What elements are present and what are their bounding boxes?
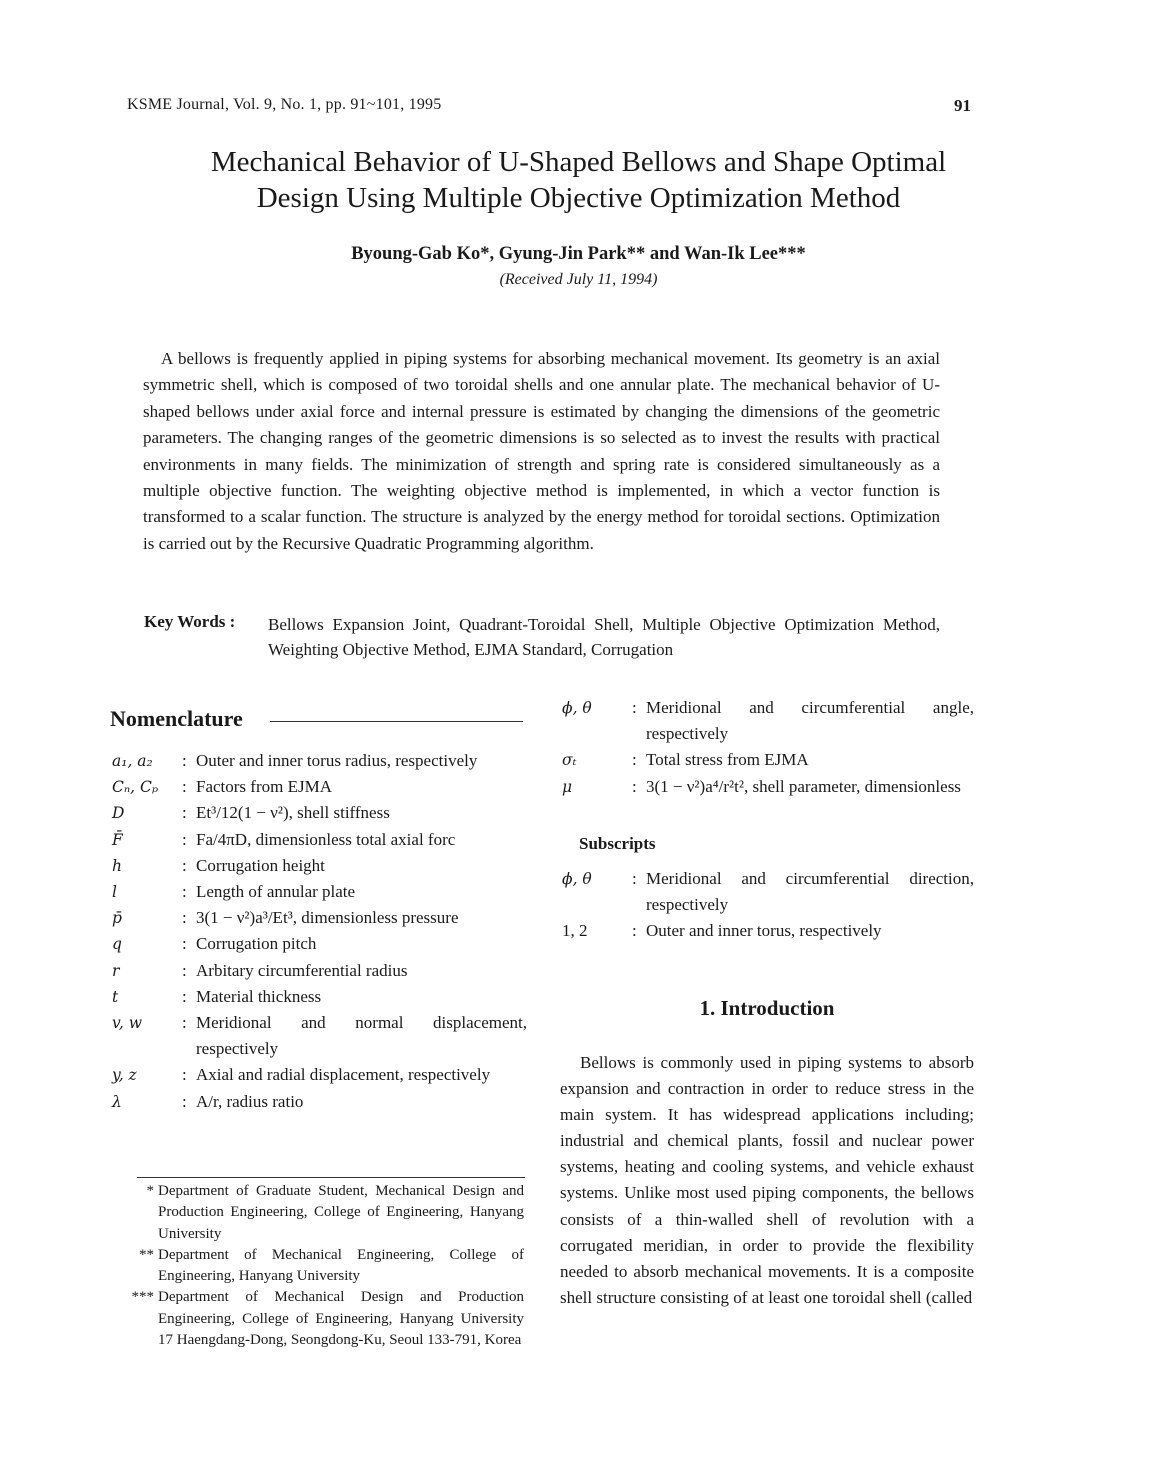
nomenclature-item: t : Material thickness	[112, 984, 527, 1010]
heading-rule	[270, 721, 523, 722]
definition: Outer and inner torus, respectively	[646, 921, 882, 941]
subscripts-list	[562, 866, 974, 945]
nomenclature-heading: Nomenclature	[110, 706, 243, 731]
definition: Fa/4πD, dimensionless total axial forc	[196, 829, 456, 849]
definition: Outer and inner torus radius, respectively	[196, 751, 478, 770]
definition: Total stress from EJMA	[646, 750, 809, 770]
nomenclature-item: μ : 3(1 − ν²)a⁴/r²t², shell parameter, dimensionless	[562, 774, 974, 800]
page-number: 91	[954, 96, 971, 115]
subscript-item: 1, 2 : Outer and inner torus, respectively	[562, 918, 974, 944]
subscript-item: ϕ, θ : Meridional and circumferential direction, respectively	[562, 866, 974, 918]
definition: Factors from EJMA	[196, 777, 332, 797]
definition: 3(1 − ν²)a³/Et³, dimensionless pressure	[196, 908, 459, 928]
symbol: v, w	[112, 1014, 143, 1033]
abstract: A bellows is frequently applied in piping systems for absorbing mechanical movement. Its geometry is an axial symmetric shell, which is composed of two toroidal shells and one annular plate. The mechanical behavior of U-shaped bellows under axial force and internal pressure is estimated by changing the dimensions of the geometric parameters. The changing ranges of the geometric dimensions is so selected as to invest the results with practical environments in many fields. The minimization of strength and spring rate is considered simultaneously as a multiple objective function. The weighting objective method is implemented, in which a vector function is transformed to a scalar function. The structure is analyzed by the energy method for toroidal sections. Optimization is carried out by the Recursive Quadratic Programming algorithm.	[143, 349, 940, 553]
definition: Length of annular plate	[196, 882, 356, 902]
definition: A/r, radius ratio	[196, 1091, 304, 1111]
symbol: a₁, a₂	[112, 752, 153, 770]
nomenclature-item: p̄ : 3(1 − ν²)a³/Et³, dimensionless pressure	[112, 905, 527, 931]
symbol: D	[112, 804, 125, 823]
footnote-rule	[137, 1177, 525, 1178]
nomenclature-item: σₜ : Total stress from EJMA	[562, 747, 974, 773]
keywords-text: Bellows Expansion Joint, Quadrant-Toroidal Shell, Multiple Objective Optimization Method, Weighting Objective Method, EJMA Standard, Corrugation	[268, 615, 940, 659]
definition: Axial and radial displacement, respectively	[196, 1065, 491, 1085]
definition: Meridional and circumferential angle, respectively	[646, 698, 974, 744]
keywords-label: Key Words :	[144, 612, 236, 631]
symbol: p̄	[112, 909, 122, 928]
symbol: r	[112, 961, 120, 980]
symbol: l	[112, 883, 117, 902]
definition: Material thickness	[196, 986, 322, 1006]
author-list: Byoung-Gab Ko*, Gyung-Jin Park** and Wan-Ik Lee***	[351, 244, 806, 264]
footnote-text: Department of Graduate Student, Mechanical Design and Production Engineering, College of Engineering, Hanyang University	[158, 1183, 524, 1242]
symbol: h	[112, 856, 122, 875]
running-header: KSME Journal, Vol. 9, No. 1, pp. 91~101, 1995	[127, 96, 442, 113]
definition: Et³/12(1 − ν²), shell stiffness	[196, 803, 390, 823]
definition: Arbitary circumferential radius	[196, 960, 408, 980]
title-line-2: Design Using Multiple Objective Optimization Method	[256, 182, 901, 214]
definition: 3(1 − ν²)a⁴/r²t², shell parameter, dimensionless	[646, 776, 961, 796]
symbol: F̄	[112, 830, 123, 849]
footnote-text: Department of Mechanical Design and Production Engineering, College of Engineering, Hanyang University 17 Haengdang-Dong, Seongdong-Ku, Seoul 133-791, Korea	[158, 1289, 524, 1349]
nomenclature-item: ϕ, θ : Meridional and circumferential angle, respectively	[562, 695, 974, 747]
symbol: t	[112, 987, 119, 1006]
affiliation-footnotes	[110, 1181, 524, 1351]
symbol: Cₙ, Cₚ	[112, 778, 159, 797]
nomenclature-item: a₁, a₂ : Outer and inner torus radius, respectively	[112, 748, 527, 774]
footnote-mark: *	[146, 1183, 154, 1199]
symbol: 1, 2	[562, 921, 588, 941]
footnote	[110, 1287, 524, 1351]
definition: Meridional and normal displacement, respectively	[196, 1013, 527, 1059]
symbol: q	[112, 935, 122, 954]
nomenclature-item: y, z : Axial and radial displacement, respectively	[112, 1062, 527, 1088]
footnote-mark: **	[139, 1246, 154, 1263]
nomenclature-item: F̄ : Fa/4πD, dimensionless total axial forc	[112, 827, 527, 853]
introduction-body: Bellows is commonly used in piping systems to absorb expansion and contraction in order to reduce stress in the main system. It has widespread applications including; industrial and chemical plants, fossil and nuclear power systems, heating and cooling systems, and vehicle exhaust systems. Unlike most used piping components, the bellows consists of a thin-walled shell of revolution with a corrugated meridian, in order to provide the flexibility needed to absorb mechanical movements. It is a composite shell structure consisting of at least one toroidal shell (called	[560, 1053, 974, 1307]
definition: Meridional and circumferential direction, respectively	[646, 869, 974, 915]
definition: Corrugation pitch	[196, 934, 317, 954]
footnote-text: Department of Mechanical Engineering, College of Engineering, Hanyang University	[158, 1246, 524, 1285]
nomenclature-item: l : Length of annular plate	[112, 879, 527, 905]
nomenclature-item: λ : A/r, radius ratio	[112, 1089, 527, 1115]
symbol: y, z	[112, 1066, 137, 1085]
footnote	[110, 1245, 524, 1288]
definition: Corrugation height	[196, 855, 325, 875]
footnote-mark: ***	[131, 1289, 154, 1306]
nomenclature-item: h : Corrugation height	[112, 853, 527, 879]
title-line-1: Mechanical Behavior of U-Shaped Bellows and Shape Optimal	[210, 146, 947, 178]
symbol: λ	[112, 1092, 122, 1111]
nomenclature-item: q : Corrugation pitch	[112, 931, 527, 957]
symbol: σₜ	[562, 751, 577, 770]
received-date: (Received July 11, 1994)	[499, 271, 658, 288]
footnote	[110, 1181, 524, 1245]
symbol: ϕ, θ	[562, 699, 592, 717]
nomenclature-item: D : Et³/12(1 − ν²), shell stiffness	[112, 800, 527, 826]
section-heading: 1. Introduction	[699, 996, 835, 1020]
nomenclature-item: v, w : Meridional and normal displacement, respectively	[112, 1010, 527, 1062]
nomenclature-item: Cₙ, Cₚ : Factors from EJMA	[112, 774, 527, 800]
symbol: μ	[562, 777, 573, 796]
symbol: ϕ, θ	[562, 870, 592, 888]
nomenclature-item: r : Arbitary circumferential radius	[112, 958, 527, 984]
subscripts-heading: Subscripts	[579, 834, 656, 853]
nomenclature-list	[112, 748, 527, 1115]
nomenclature-continued	[562, 695, 974, 800]
paper-title	[100, 144, 1057, 216]
